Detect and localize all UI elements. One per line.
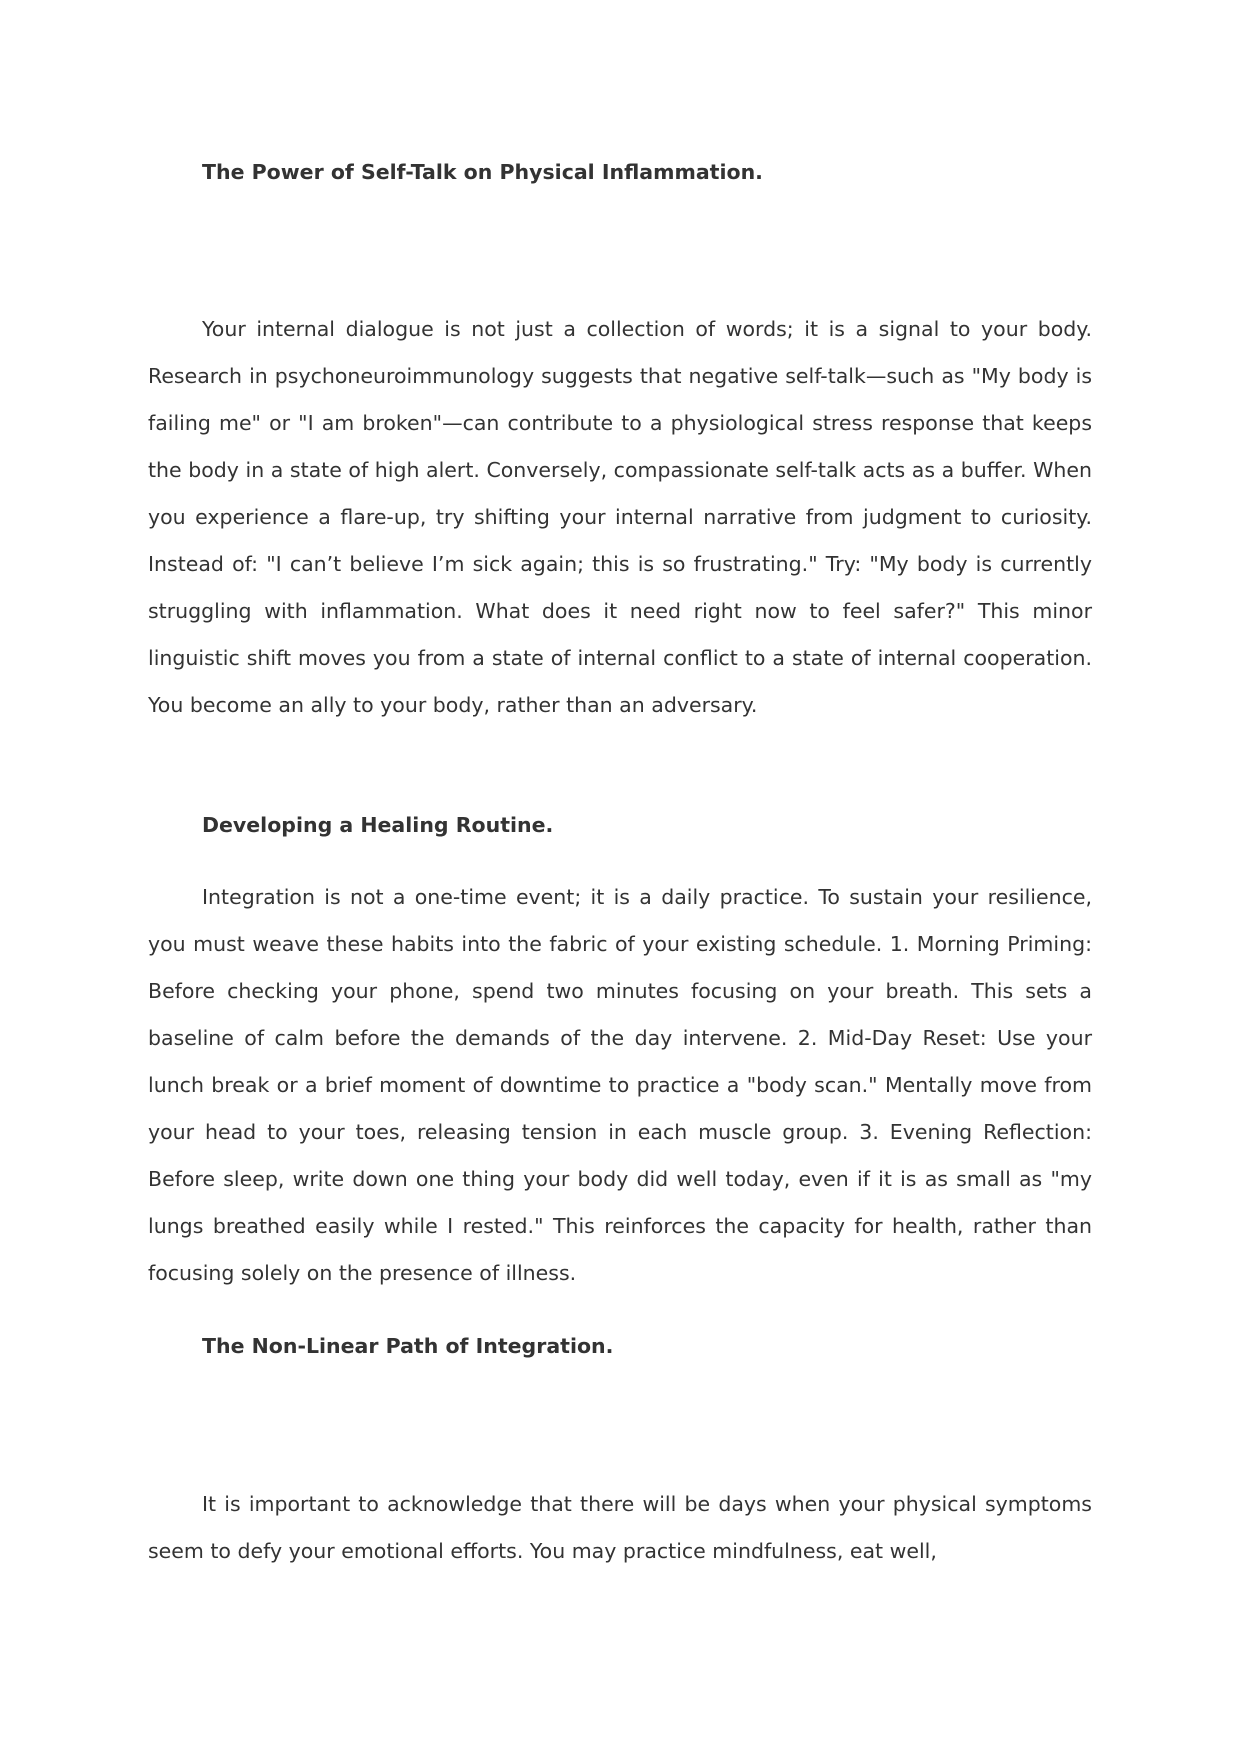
paragraph-non-linear-path: It is important to acknowledge that there will be days when your physical symptoms seem to defy your emotional efforts. You may practice mindfulness, eat well,: [148, 1492, 1092, 1563]
paragraph-self-talk: Your internal dialogue is not just a collection of words; it is a signal to your body. Research in psychoneuroimmunology suggests that negative self-talk—such as "My body is failing me" or "I am broken"—can contribute to a physiological stress response that keeps the body in a state of high alert. Conversely, compassionate self-talk acts as a buffer. When you experience a flare-up, try shifting your internal narrative from judgment to curiosity. Instead of: "I can’t believe I’m sick again; this is so frustrating." Try: "My body is currently struggling with inflammation. What does it need right now to feel safer?" This minor linguistic shift moves you from a state of internal conflict to a state of internal cooperation. You become an ally to your body, rather than an adversary.: [148, 317, 1092, 717]
section-heading-self-talk: The Power of Self-Talk on Physical Inflammation.: [202, 160, 763, 184]
paragraph-healing-routine: Integration is not a one-time event; it is a daily practice. To sustain your resilience, you must weave these habits into the fabric of your existing schedule. 1. Morning Priming: Before checking your phone, spend two minutes focusing on your breath. This sets a baseline of calm before the demands of the day intervene. 2. Mid-Day Reset: Use your lunch break or a brief moment of downtime to practice a "body scan." Mentally move from your head to your toes, releasing tension in each muscle group. 3. Evening Reflection: Before sleep, write down one thing your body did well today, even if it is as small as "my lungs breathed easily while I rested." This reinforces the capacity for health, rather than focusing solely on the presence of illness.: [148, 885, 1092, 1285]
section-heading-healing-routine: Developing a Healing Routine.: [202, 813, 554, 837]
section-heading-non-linear-path: The Non-Linear Path of Integration.: [202, 1334, 614, 1358]
